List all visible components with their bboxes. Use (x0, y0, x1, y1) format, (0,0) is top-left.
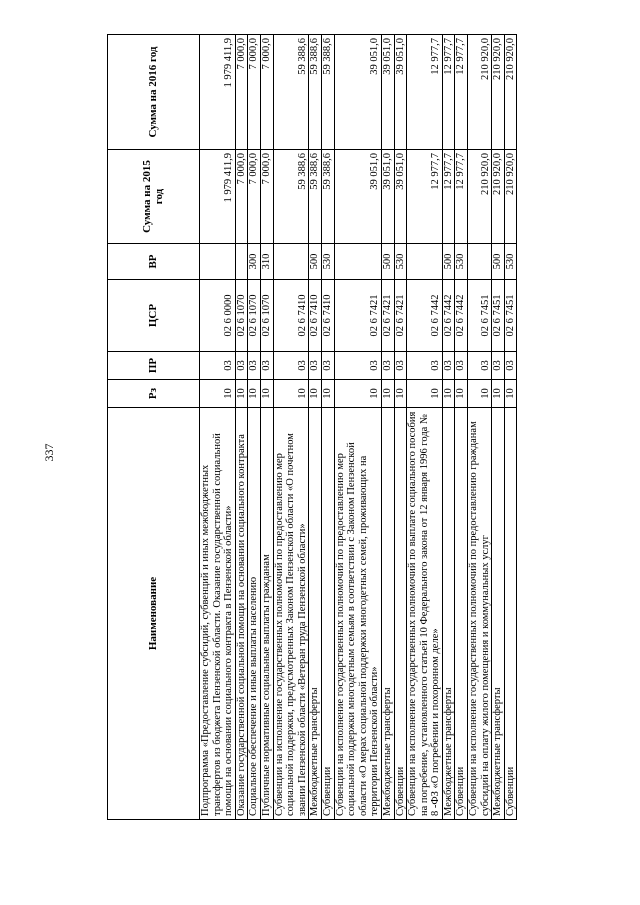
cell-name: Подпрограмма «Предоставление субсидий, субвенций и иных межбюджетных трансфертов из бюджета Пензенской области. Оказание государственной социальной помощи на основании социального контракта в Пензенской области» (200, 408, 236, 820)
cell-vr: 500 (309, 244, 322, 280)
cell-sum-2016: 59 388,6 (273, 35, 309, 150)
page-number: 337 (42, 443, 56, 462)
cell-pr: 03 (260, 352, 273, 380)
header-vr: ВР (108, 244, 200, 280)
cell-rz: 10 (248, 380, 261, 408)
cell-sum-2016: 39 051,0 (334, 35, 381, 150)
cell-sum-2016: 1 979 411,9 (200, 35, 236, 150)
cell-csr: 02 6 7442 (442, 280, 455, 352)
cell-csr: 02 6 1070 (235, 280, 248, 352)
cell-name: Субвенции на исполнение государственных полномочий по предоставлению гражданам субсидий на оплату жилого помещения и коммунальных услуг (468, 408, 492, 820)
cell-sum-2015: 59 388,6 (321, 150, 334, 244)
cell-name: Субвенции (321, 408, 334, 820)
cell-sum-2016: 7 000,0 (260, 35, 273, 150)
cell-sum-2016: 12 977,7 (442, 35, 455, 150)
cell-pr: 03 (442, 352, 455, 380)
cell-sum-2015: 39 051,0 (334, 150, 381, 244)
cell-rz: 10 (381, 380, 394, 408)
cell-vr: 530 (321, 244, 334, 280)
header-sum-2015: Сумма на 2015 год (108, 150, 200, 244)
cell-pr: 03 (309, 352, 322, 380)
cell-rz: 10 (442, 380, 455, 408)
cell-sum-2015: 59 388,6 (309, 150, 322, 244)
cell-name: Субвенции на исполнение государственных полномочий по предоставлению мер социальной поддержки многодетным семьям в соответствии с Законом Пензенской области «О мерах социальной поддержки многодетных семей, проживающих на территории Пензенской области» (334, 408, 381, 820)
cell-sum-2016: 39 051,0 (394, 35, 407, 150)
cell-rz: 10 (407, 380, 443, 408)
cell-pr: 03 (334, 352, 381, 380)
cell-sum-2015: 39 051,0 (381, 150, 394, 244)
cell-sum-2015: 7 000,0 (235, 150, 248, 244)
cell-rz: 10 (321, 380, 334, 408)
table-row (455, 35, 468, 820)
cell-csr: 02 6 7410 (321, 280, 334, 352)
cell-sum-2015: 7 000,0 (260, 150, 273, 244)
cell-name: Субвенции на исполнение государственных полномочий по выплате социального пособия на погребение, установленного статьей 10 Федерального закона от 12 января 1996 года № 8 -ФЗ «О погребении и похоронном деле» (407, 408, 443, 820)
cell-sum-2015: 12 977,7 (455, 150, 468, 244)
header-csr: ЦСР (108, 280, 200, 352)
cell-vr (235, 244, 248, 280)
cell-vr: 300 (248, 244, 261, 280)
cell-pr: 03 (248, 352, 261, 380)
cell-sum-2016: 59 388,6 (321, 35, 334, 150)
cell-sum-2015: 12 977,7 (442, 150, 455, 244)
cell-vr (200, 244, 236, 280)
cell-sum-2015: 210 920,0 (504, 150, 517, 244)
header-sum-2016: Сумма на 2016 год (108, 35, 200, 150)
cell-rz: 10 (504, 380, 517, 408)
cell-sum-2016: 59 388,6 (309, 35, 322, 150)
cell-vr: 530 (455, 244, 468, 280)
table-row (442, 35, 455, 820)
cell-pr: 03 (468, 352, 492, 380)
cell-name: Межбюджетные трансферты (442, 408, 455, 820)
cell-sum-2016: 12 977,7 (407, 35, 443, 150)
table-header-row (108, 35, 200, 820)
header-rz: Рз (108, 380, 200, 408)
cell-name: Оказание государственной социальной помощи на основании социального контракта (235, 408, 248, 820)
cell-pr: 03 (273, 352, 309, 380)
table-row (407, 35, 443, 820)
table-row (381, 35, 394, 820)
cell-name: Субвенции (394, 408, 407, 820)
cell-csr: 02 6 7421 (334, 280, 381, 352)
cell-vr (334, 244, 381, 280)
cell-sum-2015: 7 000,0 (248, 150, 261, 244)
cell-vr: 310 (260, 244, 273, 280)
cell-csr: 02 6 7451 (492, 280, 505, 352)
cell-sum-2016: 7 000,0 (235, 35, 248, 150)
table-row (321, 35, 334, 820)
table-row (248, 35, 261, 820)
cell-rz: 10 (200, 380, 236, 408)
budget-table (107, 34, 517, 820)
table-row (200, 35, 236, 820)
cell-sum-2016: 12 977,7 (455, 35, 468, 150)
cell-sum-2015: 210 920,0 (468, 150, 492, 244)
cell-pr: 03 (381, 352, 394, 380)
cell-name: Субвенции (455, 408, 468, 820)
cell-csr: 02 6 7451 (504, 280, 517, 352)
header-name: Наименование (108, 408, 200, 820)
cell-csr: 02 6 7410 (309, 280, 322, 352)
cell-vr: 500 (381, 244, 394, 280)
cell-rz: 10 (334, 380, 381, 408)
cell-rz: 10 (309, 380, 322, 408)
cell-sum-2016: 210 920,0 (468, 35, 492, 150)
cell-pr: 03 (492, 352, 505, 380)
cell-sum-2015: 210 920,0 (492, 150, 505, 244)
cell-pr: 03 (407, 352, 443, 380)
cell-rz: 10 (394, 380, 407, 408)
cell-vr: 500 (442, 244, 455, 280)
cell-csr: 02 6 1070 (260, 280, 273, 352)
header-pr: ПР (108, 352, 200, 380)
cell-name: Субвенции на исполнение государственных полномочий по предоставлению мер социальной поддержки, предусмотренных Законом Пензенской области «О почетном звании Пензенской области «Ветеран труда Пензенской области» (273, 408, 309, 820)
cell-sum-2015: 39 051,0 (394, 150, 407, 244)
cell-sum-2015: 12 977,7 (407, 150, 443, 244)
cell-pr: 03 (200, 352, 236, 380)
cell-csr: 02 6 7410 (273, 280, 309, 352)
cell-rz: 10 (492, 380, 505, 408)
cell-csr: 02 6 7442 (455, 280, 468, 352)
cell-vr: 530 (394, 244, 407, 280)
cell-sum-2015: 59 388,6 (273, 150, 309, 244)
cell-rz: 10 (235, 380, 248, 408)
cell-pr: 03 (504, 352, 517, 380)
cell-name: Межбюджетные трансферты (381, 408, 394, 820)
table-row (492, 35, 505, 820)
cell-vr (407, 244, 443, 280)
cell-csr: 02 6 7451 (468, 280, 492, 352)
cell-sum-2015: 1 979 411,9 (200, 150, 236, 244)
cell-vr: 500 (492, 244, 505, 280)
cell-pr: 03 (235, 352, 248, 380)
cell-csr: 02 6 7421 (394, 280, 407, 352)
cell-csr: 02 6 0000 (200, 280, 236, 352)
cell-sum-2016: 210 920,0 (492, 35, 505, 150)
cell-name: Межбюджетные трансферты (309, 408, 322, 820)
cell-rz: 10 (273, 380, 309, 408)
cell-vr (273, 244, 309, 280)
cell-name: Социальное обеспечение и иные выплаты населению (248, 408, 261, 820)
cell-sum-2016: 210 920,0 (504, 35, 517, 150)
cell-pr: 03 (321, 352, 334, 380)
cell-csr: 02 6 7442 (407, 280, 443, 352)
cell-name: Межбюджетные трансферты (492, 408, 505, 820)
table-row (394, 35, 407, 820)
cell-rz: 10 (455, 380, 468, 408)
cell-vr: 530 (504, 244, 517, 280)
table-row (260, 35, 273, 820)
table-row (504, 35, 517, 820)
cell-vr (468, 244, 492, 280)
cell-name: Публичные нормативные социальные выплаты гражданам (260, 408, 273, 820)
cell-name: Субвенции (504, 408, 517, 820)
table-row (334, 35, 381, 820)
cell-csr: 02 6 7421 (381, 280, 394, 352)
cell-csr: 02 6 1070 (248, 280, 261, 352)
cell-sum-2016: 39 051,0 (381, 35, 394, 150)
table-row (309, 35, 322, 820)
cell-rz: 10 (260, 380, 273, 408)
cell-pr: 03 (455, 352, 468, 380)
table-row (235, 35, 248, 820)
cell-pr: 03 (394, 352, 407, 380)
table-row (468, 35, 492, 820)
cell-sum-2016: 7 000,0 (248, 35, 261, 150)
table-row (273, 35, 309, 820)
cell-rz: 10 (468, 380, 492, 408)
